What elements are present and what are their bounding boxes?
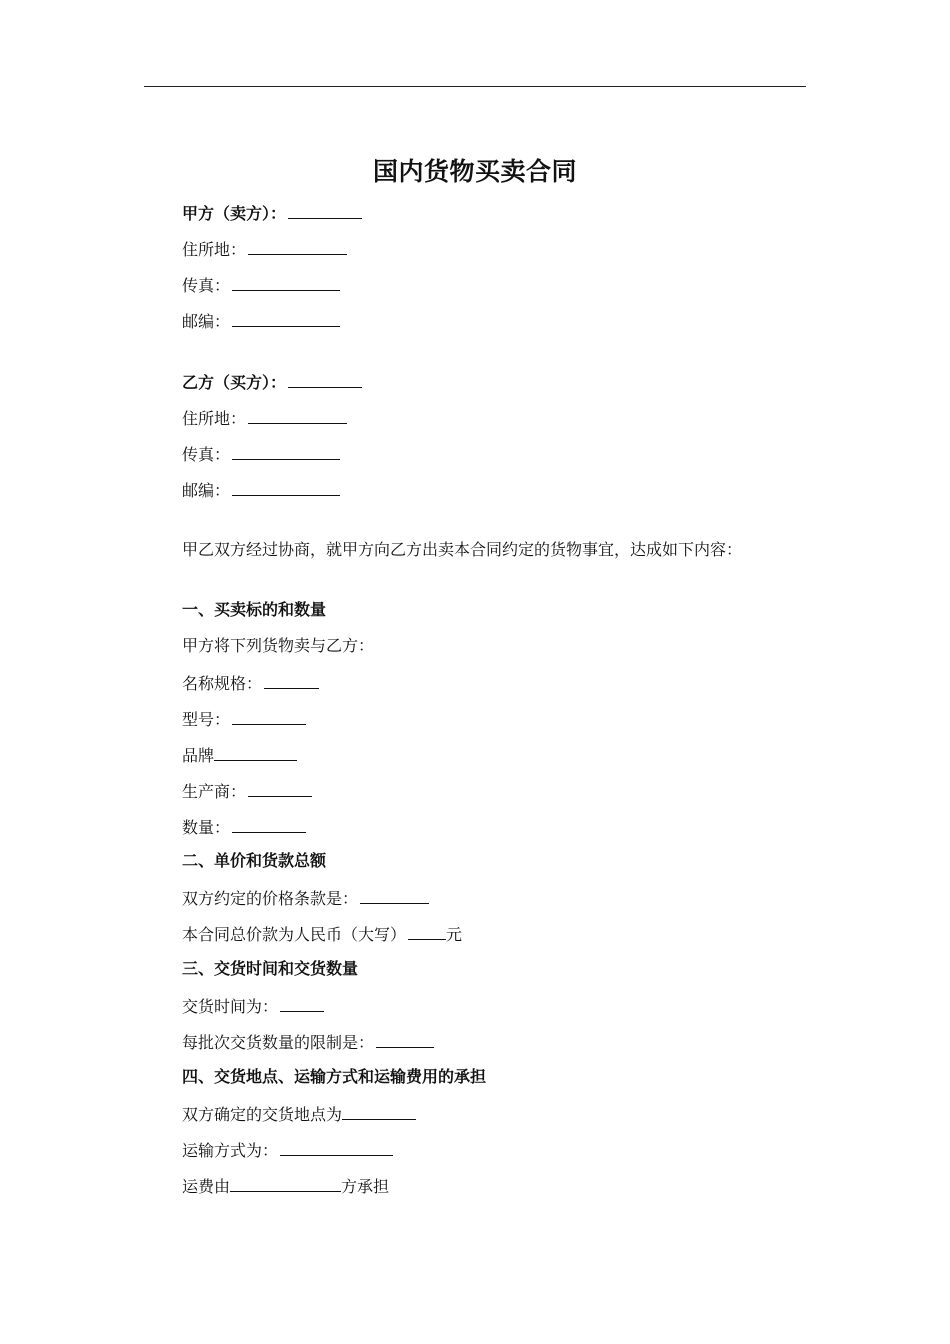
quantity-line [182, 816, 306, 838]
freight-blank[interactable] [230, 1175, 341, 1192]
price-terms-line [182, 887, 429, 909]
model-line [182, 708, 306, 730]
party-a-address-label: 住所地： [182, 240, 247, 259]
party-b-postcode-blank[interactable] [232, 479, 340, 496]
party-b-fax-blank[interactable] [232, 443, 340, 460]
party-b-address-blank[interactable] [248, 407, 347, 424]
total-price-line [182, 923, 462, 945]
party-a-address-blank[interactable] [248, 238, 347, 255]
brand-blank[interactable] [214, 744, 297, 761]
party-a-postcode-line [182, 310, 340, 332]
price-terms-label: 双方约定的价格条款是： [182, 889, 359, 908]
total-price-blank[interactable] [408, 923, 446, 940]
party-a-fax-label: 传真： [182, 276, 231, 295]
delivery-place-blank[interactable] [342, 1103, 416, 1120]
party-b-address-line [182, 407, 347, 429]
party-b-fax-label: 传真： [182, 445, 231, 464]
party-a-address-line [182, 238, 347, 260]
delivery-place-label: 双方确定的交货地点为 [182, 1105, 343, 1124]
transport-label: 运输方式为： [182, 1141, 279, 1160]
party-b-line [182, 371, 362, 393]
delivery-time-blank[interactable] [280, 995, 324, 1012]
party-a-blank[interactable] [288, 202, 362, 219]
quantity-blank[interactable] [232, 816, 306, 833]
name-spec-blank[interactable] [264, 672, 319, 689]
document-title: 国内货物买卖合同 [372, 157, 577, 186]
delivery-time-line [182, 995, 324, 1017]
quantity-label: 数量： [182, 818, 231, 837]
price-terms-blank[interactable] [360, 887, 429, 904]
brand-line [182, 744, 297, 766]
freight-prefix: 运费由 [182, 1177, 231, 1196]
total-price-suffix: 元 [446, 925, 463, 944]
party-b-postcode-line [182, 479, 340, 501]
delivery-limit-line [182, 1031, 434, 1053]
section-1-lead: 甲方将下列货物卖与乙方： [182, 636, 375, 655]
delivery-limit-label: 每批次交货数量的限制是： [182, 1033, 375, 1052]
delivery-place-line [182, 1103, 416, 1125]
intro-paragraph: 甲乙双方经过协商，就甲方向乙方出卖本合同约定的货物事宜，达成如下内容： [182, 540, 743, 559]
header-rule [144, 86, 806, 87]
section-4-heading: 四、交货地点、运输方式和运输费用的承担 [182, 1067, 487, 1086]
total-price-label: 本合同总价款为人民币（大写） [182, 925, 407, 944]
party-a-postcode-label: 邮编： [182, 312, 231, 331]
freight-line [182, 1175, 389, 1197]
transport-blank[interactable] [280, 1139, 393, 1156]
party-a-fax-blank[interactable] [232, 274, 340, 291]
party-b-postcode-label: 邮编： [182, 481, 231, 500]
name-spec-label: 名称规格： [182, 674, 263, 693]
party-b-blank[interactable] [288, 371, 362, 388]
name-spec-line [182, 672, 319, 694]
party-a-line [182, 202, 362, 224]
party-a-postcode-blank[interactable] [232, 310, 340, 327]
party-b-label: 乙方（买方）： [182, 373, 287, 392]
brand-label: 品牌 [182, 746, 215, 765]
section-1-heading: 一、买卖标的和数量 [182, 600, 327, 619]
model-label: 型号： [182, 710, 231, 729]
party-a-label: 甲方（卖方）： [182, 204, 287, 223]
party-a-fax-line [182, 274, 340, 296]
manufacturer-line [182, 780, 312, 802]
delivery-limit-blank[interactable] [376, 1031, 434, 1048]
freight-suffix: 方承担 [341, 1177, 390, 1196]
section-2-heading: 二、单价和货款总额 [182, 851, 327, 870]
party-b-fax-line [182, 443, 340, 465]
model-blank[interactable] [232, 708, 306, 725]
manufacturer-blank[interactable] [248, 780, 312, 797]
party-b-address-label: 住所地： [182, 409, 247, 428]
manufacturer-label: 生产商： [182, 782, 247, 801]
section-3-heading: 三、交货时间和交货数量 [182, 959, 359, 978]
transport-line [182, 1139, 393, 1161]
delivery-time-label: 交货时间为： [182, 997, 279, 1016]
